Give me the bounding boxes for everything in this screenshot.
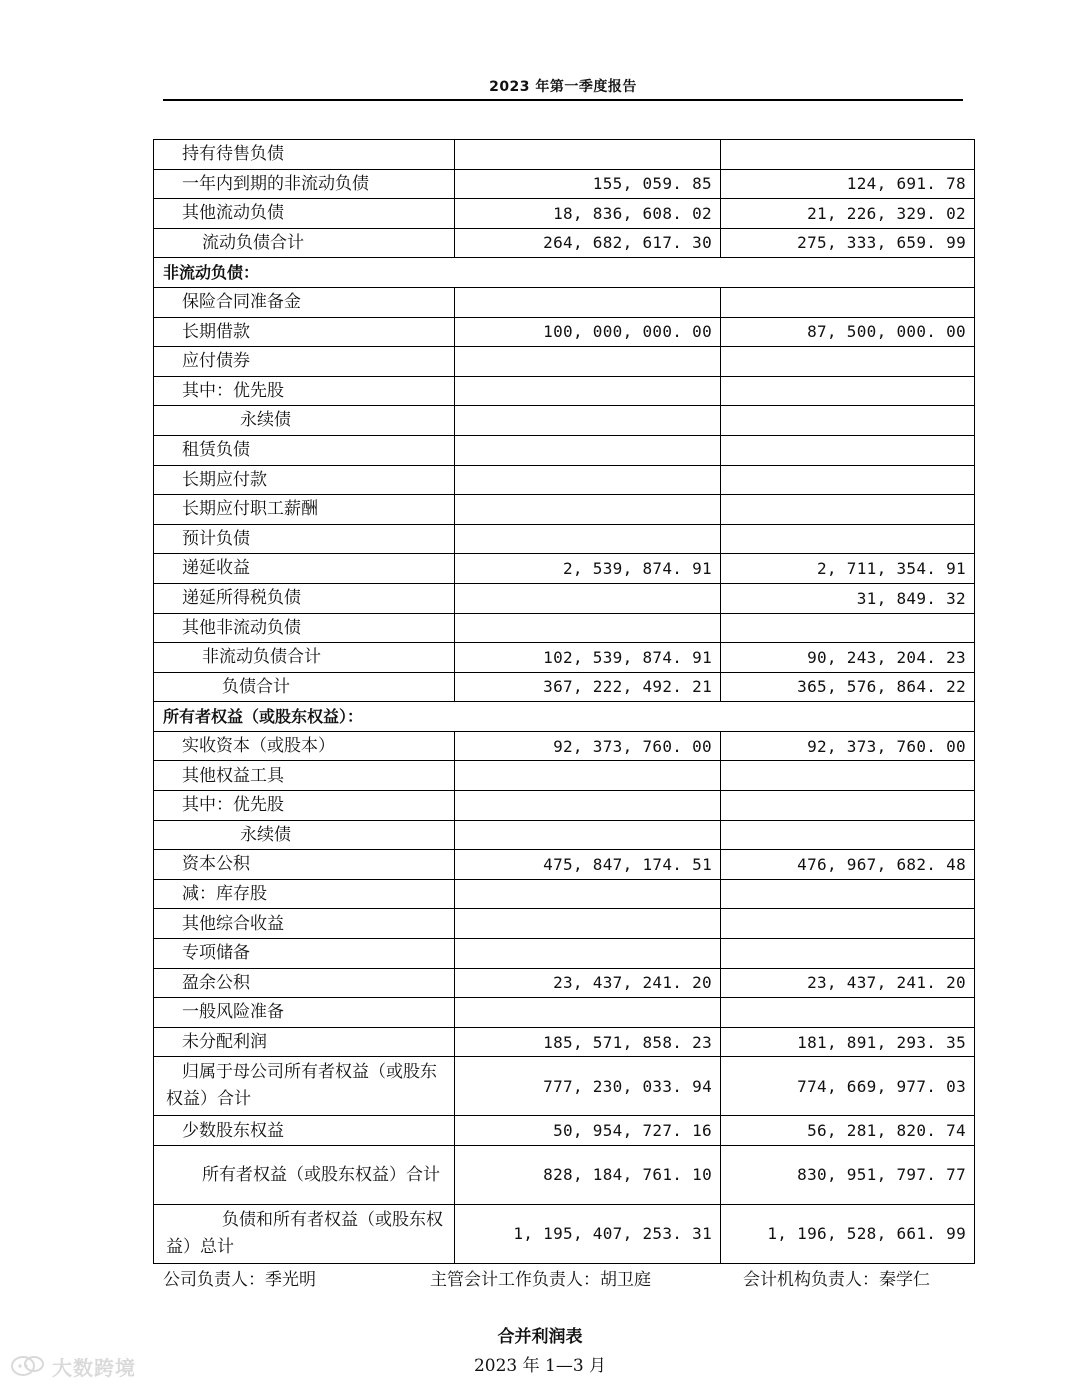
table-row	[154, 1146, 975, 1205]
row-label: 非流动负债合计	[154, 643, 455, 673]
row-label: 实收资本（或股本）	[154, 731, 455, 761]
prior-period-value: 830, 951, 797. 77	[721, 1146, 975, 1205]
current-period-value	[455, 465, 721, 495]
table-row	[154, 435, 975, 465]
current-period-value: 264, 682, 617. 30	[455, 228, 721, 258]
prior-period-value	[721, 140, 975, 170]
prior-period-value	[721, 939, 975, 969]
watermark-logo-icon	[10, 1353, 46, 1379]
prior-period-value: 774, 669, 977. 03	[721, 1057, 975, 1116]
prior-period-value: 2, 711, 354. 91	[721, 554, 975, 584]
table-row	[154, 1057, 975, 1116]
accounting-dept-head-signature: 会计机构负责人：秦学仁	[743, 1270, 930, 1290]
current-period-value	[455, 791, 721, 821]
header-rule	[163, 99, 963, 101]
row-label: 一年内到期的非流动负债	[154, 169, 455, 199]
row-label: 递延收益	[154, 554, 455, 584]
accounting-head-signature: 主管会计工作负责人：胡卫庭	[430, 1270, 651, 1290]
table-row	[154, 1205, 975, 1264]
table-row	[154, 1027, 975, 1057]
row-label: 流动负债合计	[154, 228, 455, 258]
current-period-value	[455, 376, 721, 406]
prior-period-value	[721, 879, 975, 909]
signature-row	[163, 1265, 973, 1289]
section-header-label: 非流动负债：	[154, 258, 975, 288]
row-label: 长期应付职工薪酬	[154, 495, 455, 525]
current-period-value	[455, 347, 721, 377]
table-row	[154, 909, 975, 939]
row-label: 租赁负债	[154, 435, 455, 465]
row-label: 资本公积	[154, 850, 455, 880]
row-label: 其他权益工具	[154, 761, 455, 791]
prior-period-value: 31, 849. 32	[721, 583, 975, 613]
row-label: 预计负债	[154, 524, 455, 554]
watermark-text: 大数跨境	[52, 1355, 136, 1380]
prior-period-value	[721, 287, 975, 317]
current-period-value	[455, 909, 721, 939]
table-row	[154, 643, 975, 673]
prior-period-value: 56, 281, 820. 74	[721, 1116, 975, 1146]
row-label: 其中：优先股	[154, 791, 455, 821]
section-header-label: 所有者权益（或股东权益）：	[154, 702, 975, 732]
current-period-value	[455, 287, 721, 317]
prior-period-value: 275, 333, 659. 99	[721, 228, 975, 258]
table-row	[154, 465, 975, 495]
table-row	[154, 317, 975, 347]
table-row	[154, 228, 975, 258]
current-period-value	[455, 435, 721, 465]
table-row	[154, 998, 975, 1028]
table-row	[154, 554, 975, 584]
prior-period-value: 1, 196, 528, 661. 99	[721, 1205, 975, 1264]
row-label: 递延所得税负债	[154, 583, 455, 613]
table-row	[154, 495, 975, 525]
income-statement-title: 合并利润表	[497, 1327, 583, 1347]
table-row	[154, 376, 975, 406]
table-row	[154, 761, 975, 791]
prior-period-value	[721, 909, 975, 939]
table-row	[154, 140, 975, 170]
prior-period-value	[721, 998, 975, 1028]
current-period-value: 92, 373, 760. 00	[455, 731, 721, 761]
prior-period-value: 92, 373, 760. 00	[721, 731, 975, 761]
table-row	[154, 731, 975, 761]
row-label: 其他非流动负债	[154, 613, 455, 643]
report-header-title: 2023 年第一季度报告	[489, 79, 637, 95]
current-period-value: 828, 184, 761. 10	[455, 1146, 721, 1205]
table-row	[154, 879, 975, 909]
prior-period-value	[721, 495, 975, 525]
row-label: 持有待售负债	[154, 140, 455, 170]
row-label: 专项储备	[154, 939, 455, 969]
row-label: 其他综合收益	[154, 909, 455, 939]
current-period-value	[455, 820, 721, 850]
current-period-value: 475, 847, 174. 51	[455, 850, 721, 880]
section-header-row	[154, 702, 975, 732]
row-label: 一般风险准备	[154, 998, 455, 1028]
prior-period-value: 365, 576, 864. 22	[721, 672, 975, 702]
row-label: 少数股东权益	[154, 1116, 455, 1146]
row-label: 其他流动负债	[154, 199, 455, 229]
prior-period-value	[721, 406, 975, 436]
prior-period-value	[721, 435, 975, 465]
prior-period-value	[721, 613, 975, 643]
balance-sheet-body	[154, 140, 975, 1264]
prior-period-value	[721, 791, 975, 821]
prior-period-value	[721, 524, 975, 554]
current-period-value	[455, 406, 721, 436]
table-row	[154, 169, 975, 199]
table-row	[154, 791, 975, 821]
current-period-value: 18, 836, 608. 02	[455, 199, 721, 229]
row-label: 永续债	[154, 406, 455, 436]
prior-period-value	[721, 761, 975, 791]
row-label: 负债和所有者权益（或股东权益）总计	[154, 1205, 455, 1264]
table-row	[154, 199, 975, 229]
row-label: 永续债	[154, 820, 455, 850]
table-row	[154, 850, 975, 880]
table-row	[154, 939, 975, 969]
row-label: 减：库存股	[154, 879, 455, 909]
current-period-value	[455, 524, 721, 554]
prior-period-value: 87, 500, 000. 00	[721, 317, 975, 347]
row-label: 其中：优先股	[154, 376, 455, 406]
prior-period-value	[721, 465, 975, 495]
balance-sheet-table	[153, 139, 975, 1264]
current-period-value: 2, 539, 874. 91	[455, 554, 721, 584]
prior-period-value: 476, 967, 682. 48	[721, 850, 975, 880]
table-row	[154, 672, 975, 702]
row-label: 负债合计	[154, 672, 455, 702]
current-period-value: 1, 195, 407, 253. 31	[455, 1205, 721, 1264]
row-label: 应付债券	[154, 347, 455, 377]
current-period-value	[455, 879, 721, 909]
current-period-value: 155, 059. 85	[455, 169, 721, 199]
income-statement-period: 2023 年 1—3 月	[473, 1356, 607, 1376]
table-row	[154, 613, 975, 643]
prior-period-value: 181, 891, 293. 35	[721, 1027, 975, 1057]
current-period-value	[455, 583, 721, 613]
table-row	[154, 968, 975, 998]
company-head-signature: 公司负责人：季光明	[163, 1270, 316, 1290]
row-label: 长期借款	[154, 317, 455, 347]
current-period-value	[455, 140, 721, 170]
row-label: 盈余公积	[154, 968, 455, 998]
row-label: 长期应付款	[154, 465, 455, 495]
row-label: 保险合同准备金	[154, 287, 455, 317]
row-label: 未分配利润	[154, 1027, 455, 1057]
table-row	[154, 347, 975, 377]
current-period-value	[455, 761, 721, 791]
current-period-value: 23, 437, 241. 20	[455, 968, 721, 998]
current-period-value: 100, 000, 000. 00	[455, 317, 721, 347]
table-row	[154, 287, 975, 317]
section-header-row	[154, 258, 975, 288]
current-period-value: 185, 571, 858. 23	[455, 1027, 721, 1057]
current-period-value	[455, 495, 721, 525]
current-period-value: 102, 539, 874. 91	[455, 643, 721, 673]
prior-period-value: 124, 691. 78	[721, 169, 975, 199]
prior-period-value: 23, 437, 241. 20	[721, 968, 975, 998]
current-period-value: 367, 222, 492. 21	[455, 672, 721, 702]
watermark	[10, 1351, 136, 1381]
prior-period-value: 90, 243, 204. 23	[721, 643, 975, 673]
table-row	[154, 583, 975, 613]
prior-period-value	[721, 376, 975, 406]
prior-period-value: 21, 226, 329. 02	[721, 199, 975, 229]
prior-period-value	[721, 347, 975, 377]
row-label: 归属于母公司所有者权益（或股东权益）合计	[154, 1057, 455, 1116]
table-row	[154, 524, 975, 554]
current-period-value: 50, 954, 727. 16	[455, 1116, 721, 1146]
current-period-value: 777, 230, 033. 94	[455, 1057, 721, 1116]
prior-period-value	[721, 820, 975, 850]
table-row	[154, 820, 975, 850]
current-period-value	[455, 613, 721, 643]
row-label: 所有者权益（或股东权益）合计	[154, 1146, 455, 1205]
current-period-value	[455, 998, 721, 1028]
table-row	[154, 406, 975, 436]
current-period-value	[455, 939, 721, 969]
table-row	[154, 1116, 975, 1146]
